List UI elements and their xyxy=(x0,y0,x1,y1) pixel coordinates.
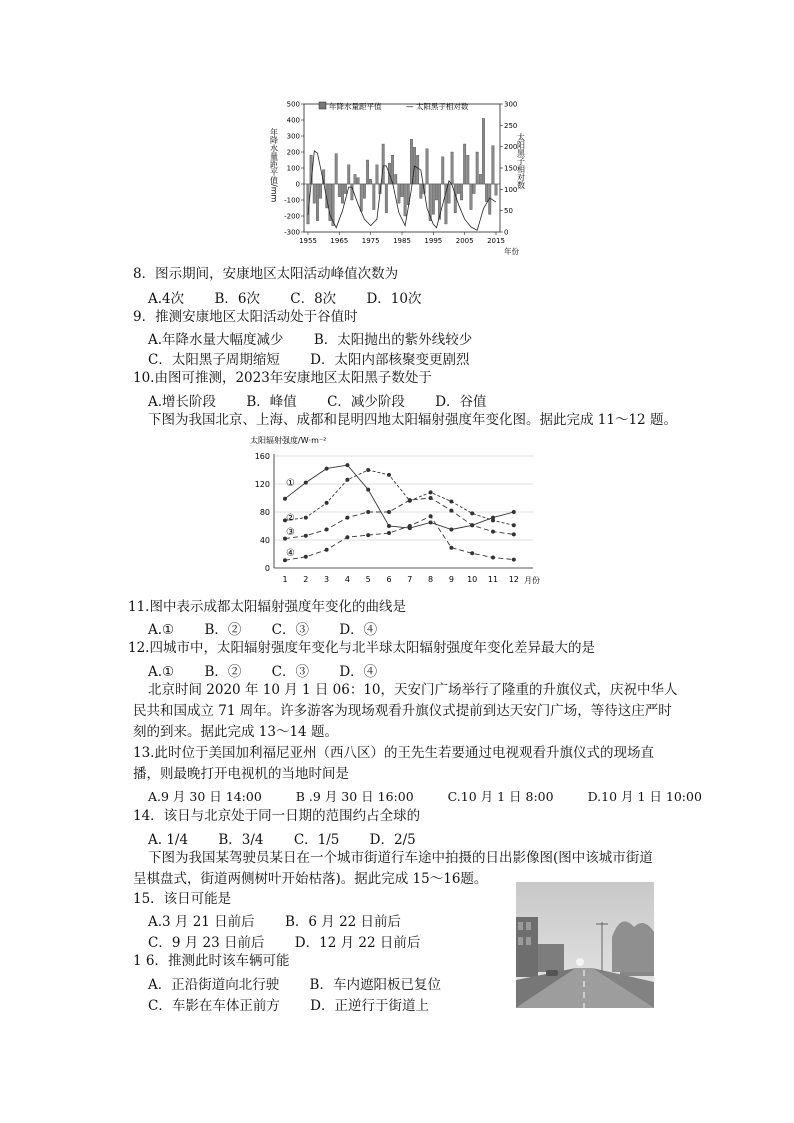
radiation-point xyxy=(470,511,474,515)
q16-options-row2 xyxy=(148,994,455,1014)
x-tick-label: 3 xyxy=(324,575,330,584)
precip-bar xyxy=(376,165,379,184)
q14-stem: 14．该日与北京处于同一日期的范围约占全球的 xyxy=(133,808,421,824)
radiation-point xyxy=(470,551,474,555)
q8-option-b[interactable]: B．6次 xyxy=(214,291,260,307)
precip-bar xyxy=(460,184,463,200)
precip-bar xyxy=(401,184,404,197)
x-tick-label: 5 xyxy=(365,575,371,584)
radiation-point xyxy=(325,501,329,505)
precip-bar xyxy=(495,184,498,195)
curve-label-4: ④ xyxy=(286,548,295,559)
radiation-point xyxy=(387,524,391,528)
q10-option-b[interactable]: B．峰值 xyxy=(246,394,297,410)
y-tick-label: 120 xyxy=(254,480,270,489)
radiation-point xyxy=(429,496,433,500)
radiation-point xyxy=(449,528,453,532)
q15-option-a[interactable]: A.3 月 21 日前后 xyxy=(148,914,255,930)
solar-radiation-chart xyxy=(248,432,548,590)
x-tick-label: 1 xyxy=(282,575,288,584)
precip-bar xyxy=(470,184,473,210)
x-tick-label: 1975 xyxy=(361,237,380,245)
q13-options xyxy=(148,787,702,805)
q11-option-b[interactable]: B．② xyxy=(204,622,242,638)
q9-option-b[interactable]: B．太阳抛出的紫外线较少 xyxy=(313,332,473,348)
y-tick-label: 40 xyxy=(259,536,270,545)
precip-bar xyxy=(319,184,322,198)
left-tick-label: -300 xyxy=(284,228,300,237)
precip-bar xyxy=(416,155,419,184)
x-tick-label: 1985 xyxy=(393,237,411,245)
y-tick-label: 160 xyxy=(254,452,270,461)
q13-stem-line2: 播，则最晚打开电视机的当地时间是 xyxy=(133,766,349,782)
precip-bar xyxy=(404,184,407,216)
precipitation-sunspot-chart xyxy=(266,98,528,260)
q9-options-row2 xyxy=(148,348,495,368)
q9-option-d[interactable]: D．太阳内部核聚变更剧烈 xyxy=(310,352,470,368)
q10-option-c[interactable]: C．减少阶段 xyxy=(327,394,405,410)
precip-bar xyxy=(344,184,347,194)
precip-bar xyxy=(492,146,495,184)
precip-bar xyxy=(363,184,366,198)
radiation-point xyxy=(345,463,349,467)
right-tick-label: 0 xyxy=(504,228,509,237)
right-axis-title: 太阳黑子相对数 xyxy=(516,133,526,189)
radiation-point xyxy=(304,516,308,520)
precip-bar xyxy=(366,160,369,184)
radiation-point xyxy=(387,531,391,535)
q14-option-d[interactable]: D．2/5 xyxy=(369,832,416,848)
q14-options xyxy=(148,828,442,848)
q9-stem: 9．推测安康地区太阳活动处于谷值时 xyxy=(133,309,358,325)
x-tick-label: 1955 xyxy=(299,237,317,245)
precip-bar xyxy=(313,184,316,203)
radiation-point xyxy=(512,532,516,536)
radiation-point xyxy=(470,523,474,527)
x-tick-label: 4 xyxy=(344,575,350,584)
right-tick-label: 50 xyxy=(504,207,513,216)
q8-option-d[interactable]: D．10次 xyxy=(366,291,422,307)
q16-option-d[interactable]: D．正逆行于街道上 xyxy=(310,998,429,1014)
left-tick-label: 500 xyxy=(286,100,300,109)
q13-option-c[interactable]: C.10 月 1 日 8:00 xyxy=(447,789,554,804)
q16-option-a[interactable]: A．正沿街道向北行驶 xyxy=(148,977,280,993)
precip-bar xyxy=(432,184,435,214)
chart2-y-title: 太阳辐射强度/W·m⁻² xyxy=(250,436,327,445)
intro-15-line1: 下图为我国某驾驶员某日在一个城市街道行车途中拍摄的日出影像图(图中该城市街道 xyxy=(148,850,653,866)
right-tick-label: 150 xyxy=(504,164,518,173)
q11-option-c[interactable]: C．③ xyxy=(271,622,310,638)
radiation-point xyxy=(345,478,349,482)
radiation-point xyxy=(325,548,329,552)
radiation-point xyxy=(283,497,287,501)
q13-option-b[interactable]: B .9 月 30 日 16:00 xyxy=(295,789,414,804)
left-tick-label: 300 xyxy=(286,132,300,141)
legend-line-label: — 太阳黑子相对数 xyxy=(406,102,469,111)
right-tick-label: 250 xyxy=(504,121,518,130)
x-tick-label: 1965 xyxy=(330,237,349,245)
q15-option-b[interactable]: B．6 月 22 日前后 xyxy=(284,914,402,930)
q12-stem: 12.四城市中，太阳辐射强度年变化与北半球太阳辐射强度年变化差异最大的是 xyxy=(128,640,595,656)
intro-13-line3: 刻的到来。据此完成 13～14 题。 xyxy=(133,724,338,740)
radiation-point xyxy=(325,467,329,471)
left-tick-label: 100 xyxy=(286,164,300,173)
precip-bar xyxy=(410,139,413,184)
precip-bar xyxy=(429,184,432,221)
left-tick-label: -200 xyxy=(284,212,300,221)
x-tick-label: 2015 xyxy=(487,237,505,245)
q11-stem: 11.图中表示成都太阳辐射强度年变化的曲线是 xyxy=(128,599,406,615)
q15-options-row2 xyxy=(148,931,446,951)
q12-option-a[interactable]: A.① xyxy=(148,664,175,680)
precip-bar xyxy=(467,155,470,184)
left-tick-label: -100 xyxy=(284,196,300,205)
radiation-point xyxy=(387,510,391,514)
x-tick-label: 7 xyxy=(407,575,413,584)
q15-stem: 15．该日可能是 xyxy=(133,891,232,907)
precip-bar xyxy=(357,178,360,184)
q10-options xyxy=(148,390,513,410)
intro-13-line2: 民共和国成立 71 周年。许多游客为现场观看升旗仪式提前到达天安门广场，等待这庄严时 xyxy=(133,703,672,719)
precip-bar xyxy=(360,184,363,211)
radiation-point xyxy=(408,498,412,502)
precip-bar xyxy=(373,184,376,210)
q12-option-b[interactable]: B．② xyxy=(204,664,242,680)
street-sunrise-photo xyxy=(516,882,654,1008)
precip-bar xyxy=(451,152,454,184)
precip-bar xyxy=(448,184,451,203)
radiation-series-3 xyxy=(285,498,514,539)
q15-options-row1 xyxy=(148,910,427,930)
q8-options xyxy=(148,287,447,307)
left-axis-title: 年降水量距平值/mm xyxy=(269,128,279,203)
q16-options-row1 xyxy=(148,973,467,993)
precip-bar xyxy=(457,184,460,194)
legend-bar-label: 年降水量距平值 xyxy=(329,102,382,111)
q8-option-c[interactable]: C．8次 xyxy=(290,291,337,307)
y-tick-label: 80 xyxy=(259,508,270,517)
radiation-point xyxy=(366,533,370,537)
precip-bar xyxy=(476,152,479,184)
radiation-point xyxy=(345,516,349,520)
precip-bar xyxy=(463,144,466,184)
radiation-point xyxy=(325,528,329,532)
y-tick-label: 0 xyxy=(264,564,270,573)
radiation-point xyxy=(429,514,433,518)
radiation-point xyxy=(429,521,433,525)
x-tick-label: 2005 xyxy=(455,237,474,245)
precip-bar xyxy=(398,184,401,203)
q13-stem-line1: 13.此时位于美国加利福尼亚州（西八区）的王先生若要通过电视观看升旗仪式的现场直 xyxy=(133,745,654,761)
x-tick-label: 10 xyxy=(467,575,478,584)
x-tick-label: 9 xyxy=(448,575,454,584)
radiation-point xyxy=(491,518,495,522)
precip-bar xyxy=(435,184,438,200)
radiation-point xyxy=(387,473,391,477)
curve-label-3: ③ xyxy=(286,527,295,538)
intro-13-line1: 北京时间 2020 年 10 月 1 日 06：10，天安门广场举行了隆重的升旗仪式，庆祝中华人 xyxy=(148,682,678,698)
intro-15-line2: 呈棋盘式，街道两侧树叶开始枯落)。据此完成 15～16题。 xyxy=(133,871,488,887)
q12-option-d[interactable]: D．④ xyxy=(339,664,378,680)
radiation-point xyxy=(449,546,453,550)
radiation-point xyxy=(366,468,370,472)
radiation-series-1 xyxy=(285,465,514,529)
q10-option-a[interactable]: A.增长阶段 xyxy=(148,394,217,410)
precip-bar xyxy=(426,149,429,184)
radiation-point xyxy=(408,524,412,528)
precip-bar xyxy=(316,184,319,221)
q13-option-a[interactable]: A.9 月 30 日 14:00 xyxy=(148,789,262,804)
left-tick-label: 400 xyxy=(286,116,300,125)
q9-option-a[interactable]: A.年降水量大幅度减少 xyxy=(148,332,284,348)
precip-bar xyxy=(382,144,385,184)
q12-options xyxy=(148,660,403,680)
x-tick-label: 2 xyxy=(303,575,309,584)
precip-bar xyxy=(341,184,344,203)
radiation-point xyxy=(512,510,516,514)
q8-option-a[interactable]: A.4次 xyxy=(148,291,185,307)
street-sunrise-image xyxy=(516,882,654,1008)
right-tick-label: 300 xyxy=(504,100,518,109)
precip-bar xyxy=(335,154,338,184)
precip-bar xyxy=(347,165,350,184)
x-tick-label: 8 xyxy=(428,575,434,584)
q8-stem: 8．图示期间，安康地区太阳活动峰值次数为 xyxy=(133,266,399,282)
q14-option-b[interactable]: B．3/4 xyxy=(218,832,264,848)
precip-bar xyxy=(420,184,423,198)
precip-bar xyxy=(385,184,388,213)
curve-label-2: ② xyxy=(286,513,295,524)
q14-option-a[interactable]: A. 1/4 xyxy=(148,832,189,848)
q11-option-a[interactable]: A.① xyxy=(148,622,175,638)
radiation-point xyxy=(304,534,308,538)
x-tick-label: 12 xyxy=(508,575,519,584)
radiation-point xyxy=(449,500,453,504)
x-axis-unit: 年份 xyxy=(504,247,519,256)
q15-option-d[interactable]: D．12 月 22 日前后 xyxy=(294,935,421,951)
chart2-x-unit: 月份 xyxy=(524,576,540,585)
q16-option-c[interactable]: C．车影在车体正前方 xyxy=(148,998,280,1014)
q16-option-b[interactable]: B．车内遮阳板已复位 xyxy=(309,977,441,993)
radiation-point xyxy=(366,488,370,492)
q13-option-d[interactable]: D.10 月 1 日 10:00 xyxy=(587,789,702,804)
curve-label-1: ① xyxy=(286,478,295,489)
precip-bar xyxy=(482,118,485,184)
q9-options-row1 xyxy=(148,328,498,348)
legend-bar-swatch xyxy=(319,102,326,109)
precip-bar xyxy=(485,184,488,202)
left-tick-label: 200 xyxy=(286,148,300,157)
radiation-series-2 xyxy=(285,470,514,525)
radiation-point xyxy=(491,530,495,534)
q15-option-c[interactable]: C．9 月 23 日前后 xyxy=(148,935,265,951)
radiation-point xyxy=(449,509,453,513)
q11-options xyxy=(148,618,403,638)
radiation-point xyxy=(512,523,516,527)
radiation-point xyxy=(304,555,308,559)
precip-bar xyxy=(354,174,357,184)
precip-bar xyxy=(441,157,444,184)
precip-bar xyxy=(338,184,341,197)
right-tick-label: 100 xyxy=(504,185,518,194)
precip-bar xyxy=(473,184,476,194)
q10-option-d[interactable]: D．谷值 xyxy=(435,394,487,410)
x-tick-label: 1995 xyxy=(424,237,443,245)
radiation-point xyxy=(366,510,370,514)
q9-option-c[interactable]: C．太阳黑子周期缩短 xyxy=(148,352,280,368)
q11-option-d[interactable]: D．④ xyxy=(339,622,378,638)
left-tick-label: 0 xyxy=(295,180,300,189)
radiation-point xyxy=(304,481,308,485)
q12-option-c[interactable]: C．③ xyxy=(271,664,310,680)
x-tick-label: 11 xyxy=(487,575,499,584)
right-tick-label: 200 xyxy=(504,143,518,152)
radiation-point xyxy=(429,490,433,494)
precip-bar xyxy=(479,174,482,184)
x-tick-label: 6 xyxy=(386,575,392,584)
q10-stem: 10.由图可推测，2023年安康地区太阳黑子数处于 xyxy=(133,370,432,386)
radiation-point xyxy=(512,558,516,562)
precip-bar xyxy=(394,174,397,184)
precip-bar xyxy=(351,184,354,200)
precip-bar xyxy=(369,179,372,184)
radiation-point xyxy=(491,556,495,560)
q16-stem: 1 6．推测此时该车辆可能 xyxy=(133,953,290,969)
q14-option-c[interactable]: C．1/5 xyxy=(293,832,340,848)
intro-11-12: 下图为我国北京、上海、成都和昆明四地太阳辐射强度年变化图。据此完成 11～12 题。 xyxy=(148,412,677,428)
radiation-point xyxy=(345,535,349,539)
